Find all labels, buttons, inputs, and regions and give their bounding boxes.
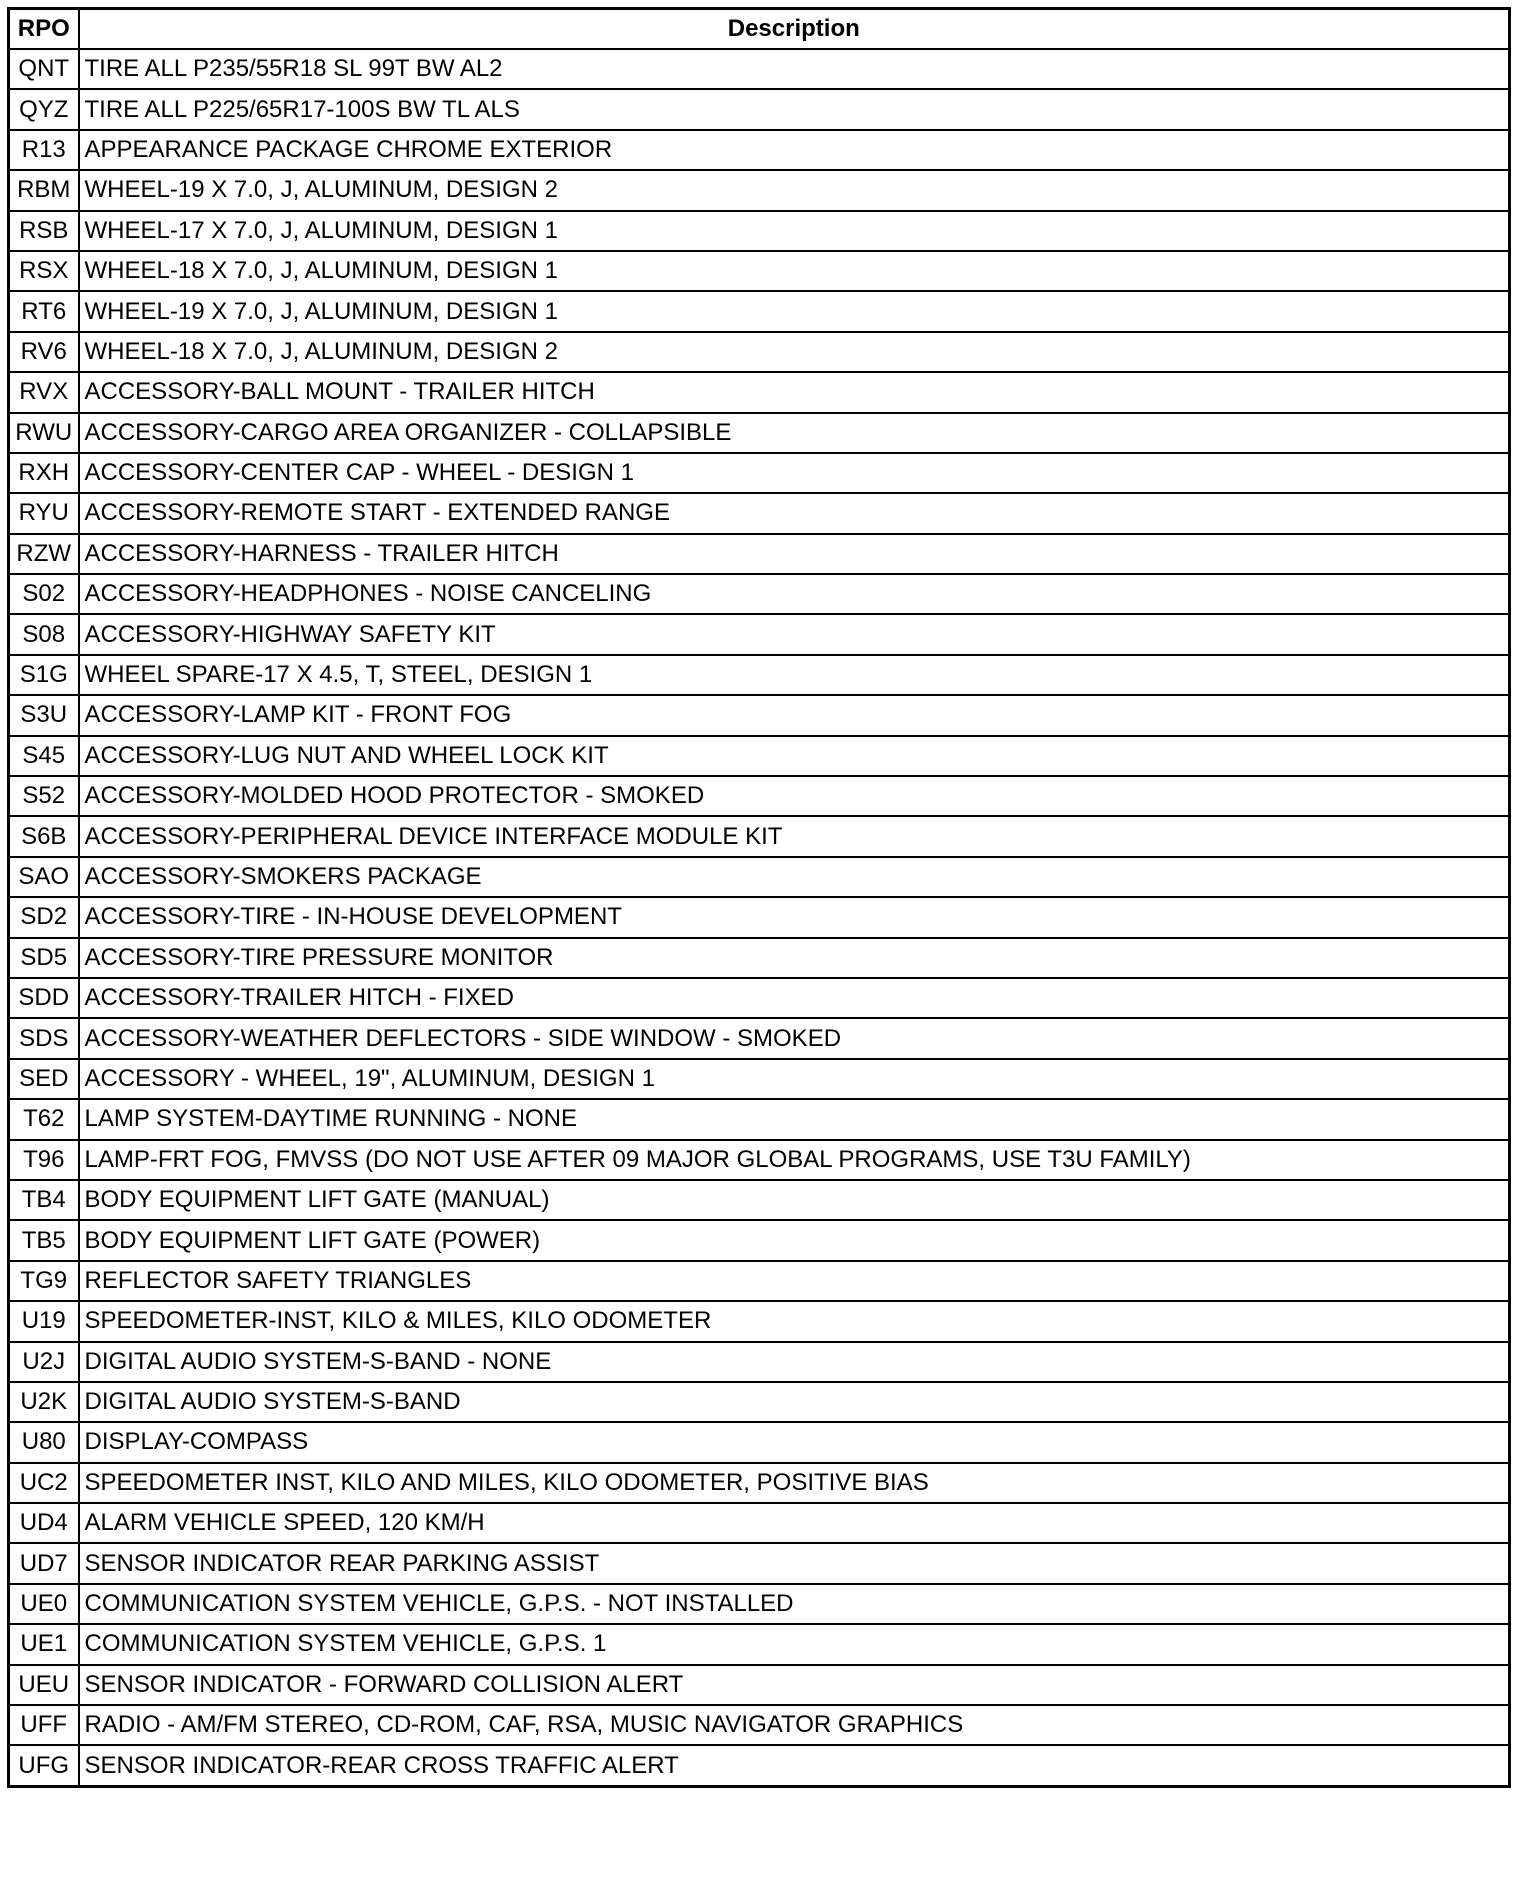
description-cell: ACCESSORY-WEATHER DEFLECTORS - SIDE WINDOW - SMOKED bbox=[79, 1018, 1510, 1058]
table-row bbox=[9, 413, 1510, 453]
description-cell: ACCESSORY-HIGHWAY SAFETY KIT bbox=[79, 614, 1510, 654]
table-row bbox=[9, 655, 1510, 695]
table-row bbox=[9, 614, 1510, 654]
description-cell: ACCESSORY-LUG NUT AND WHEEL LOCK KIT bbox=[79, 736, 1510, 776]
description-cell: BODY EQUIPMENT LIFT GATE (MANUAL) bbox=[79, 1180, 1510, 1220]
rpo-code-cell: RYU bbox=[9, 493, 79, 533]
table-row bbox=[9, 1382, 1510, 1422]
rpo-code-cell: U2K bbox=[9, 1382, 79, 1422]
table-row bbox=[9, 736, 1510, 776]
rpo-code-cell: TB5 bbox=[9, 1220, 79, 1260]
description-cell: LAMP SYSTEM-DAYTIME RUNNING - NONE bbox=[79, 1099, 1510, 1139]
table-body bbox=[9, 49, 1510, 1786]
description-cell: BODY EQUIPMENT LIFT GATE (POWER) bbox=[79, 1220, 1510, 1260]
table-row bbox=[9, 857, 1510, 897]
description-cell: TIRE ALL P225/65R17-100S BW TL ALS bbox=[79, 89, 1510, 129]
description-cell: TIRE ALL P235/55R18 SL 99T BW AL2 bbox=[79, 49, 1510, 89]
table-row bbox=[9, 453, 1510, 493]
description-cell: ACCESSORY-LAMP KIT - FRONT FOG bbox=[79, 695, 1510, 735]
description-cell: ACCESSORY-TRAILER HITCH - FIXED bbox=[79, 978, 1510, 1018]
description-cell: ACCESSORY - WHEEL, 19", ALUMINUM, DESIGN 1 bbox=[79, 1059, 1510, 1099]
table-row bbox=[9, 130, 1510, 170]
rpo-code-cell: S6B bbox=[9, 816, 79, 856]
description-cell: SPEEDOMETER INST, KILO AND MILES, KILO ODOMETER, POSITIVE BIAS bbox=[79, 1463, 1510, 1503]
table-row bbox=[9, 695, 1510, 735]
rpo-code-cell: SD2 bbox=[9, 897, 79, 937]
description-cell: ACCESSORY-HARNESS - TRAILER HITCH bbox=[79, 534, 1510, 574]
table-row bbox=[9, 1422, 1510, 1462]
rpo-code-cell: SAO bbox=[9, 857, 79, 897]
description-cell: WHEEL-19 X 7.0, J, ALUMINUM, DESIGN 1 bbox=[79, 291, 1510, 331]
table-row bbox=[9, 1018, 1510, 1058]
rpo-code-cell: S08 bbox=[9, 614, 79, 654]
description-cell: WHEEL-18 X 7.0, J, ALUMINUM, DESIGN 1 bbox=[79, 251, 1510, 291]
description-cell: REFLECTOR SAFETY TRIANGLES bbox=[79, 1261, 1510, 1301]
rpo-code-cell: UD7 bbox=[9, 1543, 79, 1583]
rpo-code-cell: UFG bbox=[9, 1745, 79, 1786]
rpo-code-cell: SDS bbox=[9, 1018, 79, 1058]
rpo-column-header: RPO bbox=[9, 9, 79, 50]
rpo-code-cell: S45 bbox=[9, 736, 79, 776]
rpo-code-cell: UC2 bbox=[9, 1463, 79, 1503]
table-row bbox=[9, 1665, 1510, 1705]
rpo-code-cell: RXH bbox=[9, 453, 79, 493]
rpo-code-cell: RBM bbox=[9, 170, 79, 210]
rpo-code-cell: U80 bbox=[9, 1422, 79, 1462]
rpo-code-cell: TG9 bbox=[9, 1261, 79, 1301]
rpo-code-cell: S02 bbox=[9, 574, 79, 614]
rpo-code-cell: TB4 bbox=[9, 1180, 79, 1220]
rpo-code-cell: RVX bbox=[9, 372, 79, 412]
rpo-code-cell: UE0 bbox=[9, 1584, 79, 1624]
table-row bbox=[9, 1261, 1510, 1301]
description-cell: WHEEL SPARE-17 X 4.5, T, STEEL, DESIGN 1 bbox=[79, 655, 1510, 695]
table-row bbox=[9, 372, 1510, 412]
rpo-code-cell: S52 bbox=[9, 776, 79, 816]
table-row bbox=[9, 251, 1510, 291]
rpo-code-cell: RSB bbox=[9, 211, 79, 251]
description-cell: ACCESSORY-MOLDED HOOD PROTECTOR - SMOKED bbox=[79, 776, 1510, 816]
table-row bbox=[9, 170, 1510, 210]
table-row bbox=[9, 89, 1510, 129]
rpo-code-cell: S3U bbox=[9, 695, 79, 735]
table-row bbox=[9, 1543, 1510, 1583]
table-row bbox=[9, 897, 1510, 937]
rpo-code-cell: T96 bbox=[9, 1140, 79, 1180]
rpo-code-cell: UEU bbox=[9, 1665, 79, 1705]
description-cell: ACCESSORY-TIRE PRESSURE MONITOR bbox=[79, 938, 1510, 978]
description-cell: SPEEDOMETER-INST, KILO & MILES, KILO ODOMETER bbox=[79, 1301, 1510, 1341]
description-cell: SENSOR INDICATOR-REAR CROSS TRAFFIC ALERT bbox=[79, 1745, 1510, 1786]
table-row bbox=[9, 534, 1510, 574]
table-row bbox=[9, 574, 1510, 614]
description-cell: ACCESSORY-TIRE - IN-HOUSE DEVELOPMENT bbox=[79, 897, 1510, 937]
description-cell: APPEARANCE PACKAGE CHROME EXTERIOR bbox=[79, 130, 1510, 170]
rpo-code-cell: RV6 bbox=[9, 332, 79, 372]
description-cell: ACCESSORY-CENTER CAP - WHEEL - DESIGN 1 bbox=[79, 453, 1510, 493]
description-column-header: Description bbox=[79, 9, 1510, 50]
description-cell: DISPLAY-COMPASS bbox=[79, 1422, 1510, 1462]
rpo-code-cell: SD5 bbox=[9, 938, 79, 978]
description-cell: LAMP-FRT FOG, FMVSS (DO NOT USE AFTER 09 MAJOR GLOBAL PROGRAMS, USE T3U FAMILY) bbox=[79, 1140, 1510, 1180]
description-cell: WHEEL-17 X 7.0, J, ALUMINUM, DESIGN 1 bbox=[79, 211, 1510, 251]
table-row bbox=[9, 816, 1510, 856]
description-cell: ACCESSORY-HEADPHONES - NOISE CANCELING bbox=[79, 574, 1510, 614]
rpo-code-cell: UD4 bbox=[9, 1503, 79, 1543]
table-row bbox=[9, 938, 1510, 978]
table-row bbox=[9, 1180, 1510, 1220]
table-row bbox=[9, 332, 1510, 372]
rpo-code-cell: UE1 bbox=[9, 1624, 79, 1664]
rpo-code-cell: SDD bbox=[9, 978, 79, 1018]
rpo-code-cell: U2J bbox=[9, 1342, 79, 1382]
rpo-code-cell: QNT bbox=[9, 49, 79, 89]
table-row bbox=[9, 1503, 1510, 1543]
description-cell: ACCESSORY-CARGO AREA ORGANIZER - COLLAPSIBLE bbox=[79, 413, 1510, 453]
description-cell: COMMUNICATION SYSTEM VEHICLE, G.P.S. 1 bbox=[79, 1624, 1510, 1664]
rpo-code-cell: RZW bbox=[9, 534, 79, 574]
rpo-code-cell: QYZ bbox=[9, 89, 79, 129]
rpo-code-cell: UFF bbox=[9, 1705, 79, 1745]
description-cell: ACCESSORY-REMOTE START - EXTENDED RANGE bbox=[79, 493, 1510, 533]
table-row bbox=[9, 211, 1510, 251]
description-cell: DIGITAL AUDIO SYSTEM-S-BAND bbox=[79, 1382, 1510, 1422]
description-cell: DIGITAL AUDIO SYSTEM-S-BAND - NONE bbox=[79, 1342, 1510, 1382]
description-cell: RADIO - AM/FM STEREO, CD-ROM, CAF, RSA, MUSIC NAVIGATOR GRAPHICS bbox=[79, 1705, 1510, 1745]
table-row bbox=[9, 978, 1510, 1018]
table-row bbox=[9, 49, 1510, 89]
table-row bbox=[9, 1220, 1510, 1260]
table-row bbox=[9, 1463, 1510, 1503]
description-cell: ACCESSORY-PERIPHERAL DEVICE INTERFACE MODULE KIT bbox=[79, 816, 1510, 856]
table-row bbox=[9, 291, 1510, 331]
description-cell: ACCESSORY-SMOKERS PACKAGE bbox=[79, 857, 1510, 897]
table-row bbox=[9, 1342, 1510, 1382]
rpo-code-cell: RT6 bbox=[9, 291, 79, 331]
table-row bbox=[9, 1140, 1510, 1180]
table-row bbox=[9, 1099, 1510, 1139]
rpo-code-cell: RSX bbox=[9, 251, 79, 291]
table-row bbox=[9, 1584, 1510, 1624]
rpo-code-cell: R13 bbox=[9, 130, 79, 170]
table-row bbox=[9, 493, 1510, 533]
description-cell: WHEEL-18 X 7.0, J, ALUMINUM, DESIGN 2 bbox=[79, 332, 1510, 372]
table-row bbox=[9, 1624, 1510, 1664]
rpo-code-cell: T62 bbox=[9, 1099, 79, 1139]
rpo-code-cell: U19 bbox=[9, 1301, 79, 1341]
rpo-code-cell: RWU bbox=[9, 413, 79, 453]
table-row bbox=[9, 1745, 1510, 1786]
description-cell: SENSOR INDICATOR REAR PARKING ASSIST bbox=[79, 1543, 1510, 1583]
rpo-code-cell: SED bbox=[9, 1059, 79, 1099]
description-cell: COMMUNICATION SYSTEM VEHICLE, G.P.S. - NOT INSTALLED bbox=[79, 1584, 1510, 1624]
table-row bbox=[9, 776, 1510, 816]
table-row bbox=[9, 1059, 1510, 1099]
rpo-code-cell: S1G bbox=[9, 655, 79, 695]
table-header-row bbox=[9, 9, 1510, 50]
description-cell: ALARM VEHICLE SPEED, 120 KM/H bbox=[79, 1503, 1510, 1543]
table-row bbox=[9, 1705, 1510, 1745]
table-row bbox=[9, 1301, 1510, 1341]
rpo-table bbox=[7, 7, 1511, 1788]
description-cell: WHEEL-19 X 7.0, J, ALUMINUM, DESIGN 2 bbox=[79, 170, 1510, 210]
description-cell: SENSOR INDICATOR - FORWARD COLLISION ALERT bbox=[79, 1665, 1510, 1705]
description-cell: ACCESSORY-BALL MOUNT - TRAILER HITCH bbox=[79, 372, 1510, 412]
